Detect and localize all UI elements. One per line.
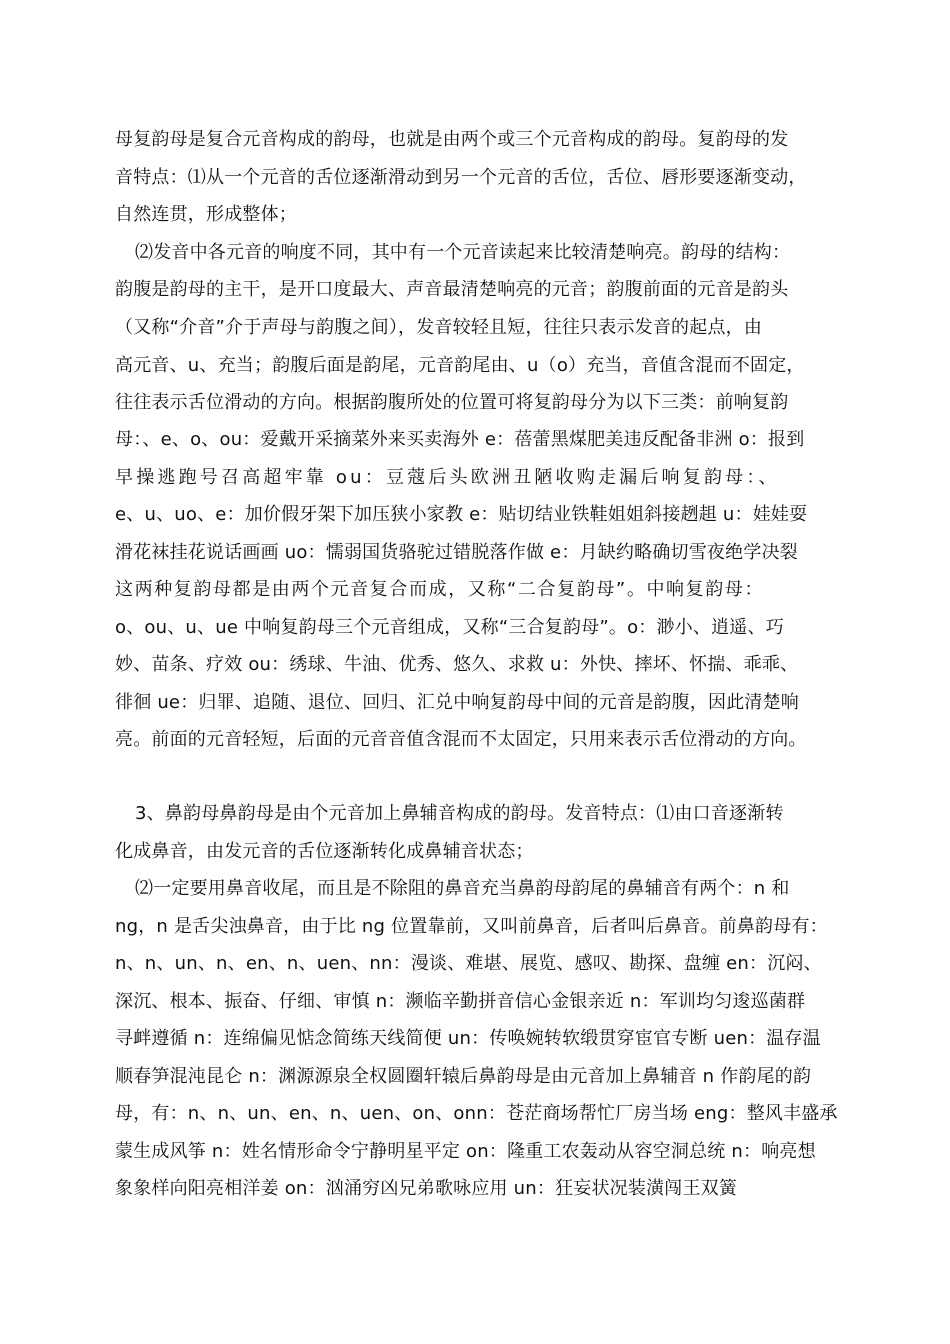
text-line: ⑵发音中各元音的响度不同，其中有一个元音读起来比较清楚响亮。韵母的结构： [135, 242, 791, 263]
text-line: 音特点：⑴从一个元音的舌位逐渐滑动到另一个元音的舌位，舌位、唇形要逐渐变动， [115, 167, 807, 188]
text-line: 寻衅遵循 n：连绵偏见惦念简练天线简便 un：传唤婉转软缎贯穿宦官专断 uen：温存温 [115, 1028, 821, 1049]
text-line: 徘徊 ue：归罪、追随、退位、回归、汇兑中响复韵母中间的元音是韵腹，因此清楚响 [115, 692, 800, 713]
text-line: o、ou、u、ue 中响复韵母三个元音组成，又称“三合复韵母”。o：渺小、逍遥、巧 [115, 617, 784, 638]
text-line: 象象样向阳亮相洋姜 on：汹涌穷凶兄弟歌咏应用 un：狂妄状况装潢闯王双簧 [115, 1178, 738, 1199]
text-line: n、n、un、n、en、n、uen、nn：漫谈、难堪、展览、感叹、勘探、盘缠 en：沉闷、 [115, 953, 822, 974]
text-line: 亮。前面的元音轻短，后面的元音音值含混而不太固定，只用来表示舌位滑动的方向。 [115, 729, 807, 750]
section-heading: 3、鼻韵母鼻韵母是由个元音加上鼻辅音构成的韵母。发音特点：⑴由口音逐渐转 [135, 803, 784, 824]
text-line: 母：、e、o、ou：爱戴开采摘菜外来买卖海外 e：蓓蕾黑煤肥美违反配备非洲 o：报到 [115, 429, 805, 450]
text-line: 高元音、u、充当；韵腹后面是韵尾，元音韵尾由、u（o）充当，音值含混而不固定， [115, 355, 805, 376]
text-line: 韵腹是韵母的主干，是开口度最大、声音最清楚响亮的元音；韵腹前面的元音是韵头 [115, 279, 789, 300]
text-line: 妙、苗条、疗效 ou：绣球、牛油、优秀、悠久、求救 u：外快、摔坏、怀揣、乖乖、 [115, 654, 799, 675]
text-line: 深沉、根本、振奋、仔细、审慎 n：濒临辛勤拼音信心金银亲近 n：军训均匀逡巡菌群 [115, 991, 806, 1012]
text-line: ng，n 是舌尖浊鼻音，由于比 ng 位置靠前，又叫前鼻音，后者叫后鼻音。前鼻韵母有： [115, 916, 828, 937]
text-line: 蒙生成风筝 n：姓名情形命令宁静明星平定 on：隆重工农轰动从容空洞总统 n：响亮想 [115, 1141, 816, 1162]
text-line: （又称“介音”介于声母与韵腹之间），发音较轻且短，往往只表示发音的起点，由 [115, 317, 763, 338]
text-line: 自然连贯，形成整体； [115, 204, 297, 225]
text-line: 滑花袜挂花说话画画 uo：懦弱国货骆驼过错脱落作做 e：月缺约略确切雪夜绝学决裂 [115, 542, 798, 563]
text-line: 早操逃跑号召高超牢靠 ou：豆蔻后头欧洲丑陋收购走漏后响复韵母：、 [115, 467, 780, 488]
text-line: 顺春笋混沌昆仑 n：渊源源泉全权圆圈轩辕后鼻韵母是由元音加上鼻辅音 n 作韵尾的韵 [115, 1066, 812, 1087]
text-line: 母复韵母是复合元音构成的韵母，也就是由两个或三个元音构成的韵母。复韵母的发 [115, 129, 789, 150]
text-line: 化成鼻音，由发元音的舌位逐渐转化成鼻辅音状态； [115, 841, 534, 862]
text-line: ⑵一定要用鼻音收尾，而且是不除阻的鼻音充当鼻韵母韵尾的鼻辅音有两个：n 和 [135, 878, 790, 899]
text-line: 母，有：n、n、un、en、n、uen、on、onn：苍茫商场帮忙厂房当场 eng：整风丰盛承 [115, 1103, 838, 1124]
text-line: 这两种复韵母都是由两个元音复合而成，又称“二合复韵母”。中响复韵母： [115, 579, 765, 600]
text-line: e、u、uo、e：加价假牙架下加压狭小家教 e：贴切结业铁鞋姐姐斜接趔趄 u：娃娃耍 [115, 504, 808, 525]
text-line: 往往表示舌位滑动的方向。根据韵腹所处的位置可将复韵母分为以下三类：前响复韵 [115, 392, 789, 413]
